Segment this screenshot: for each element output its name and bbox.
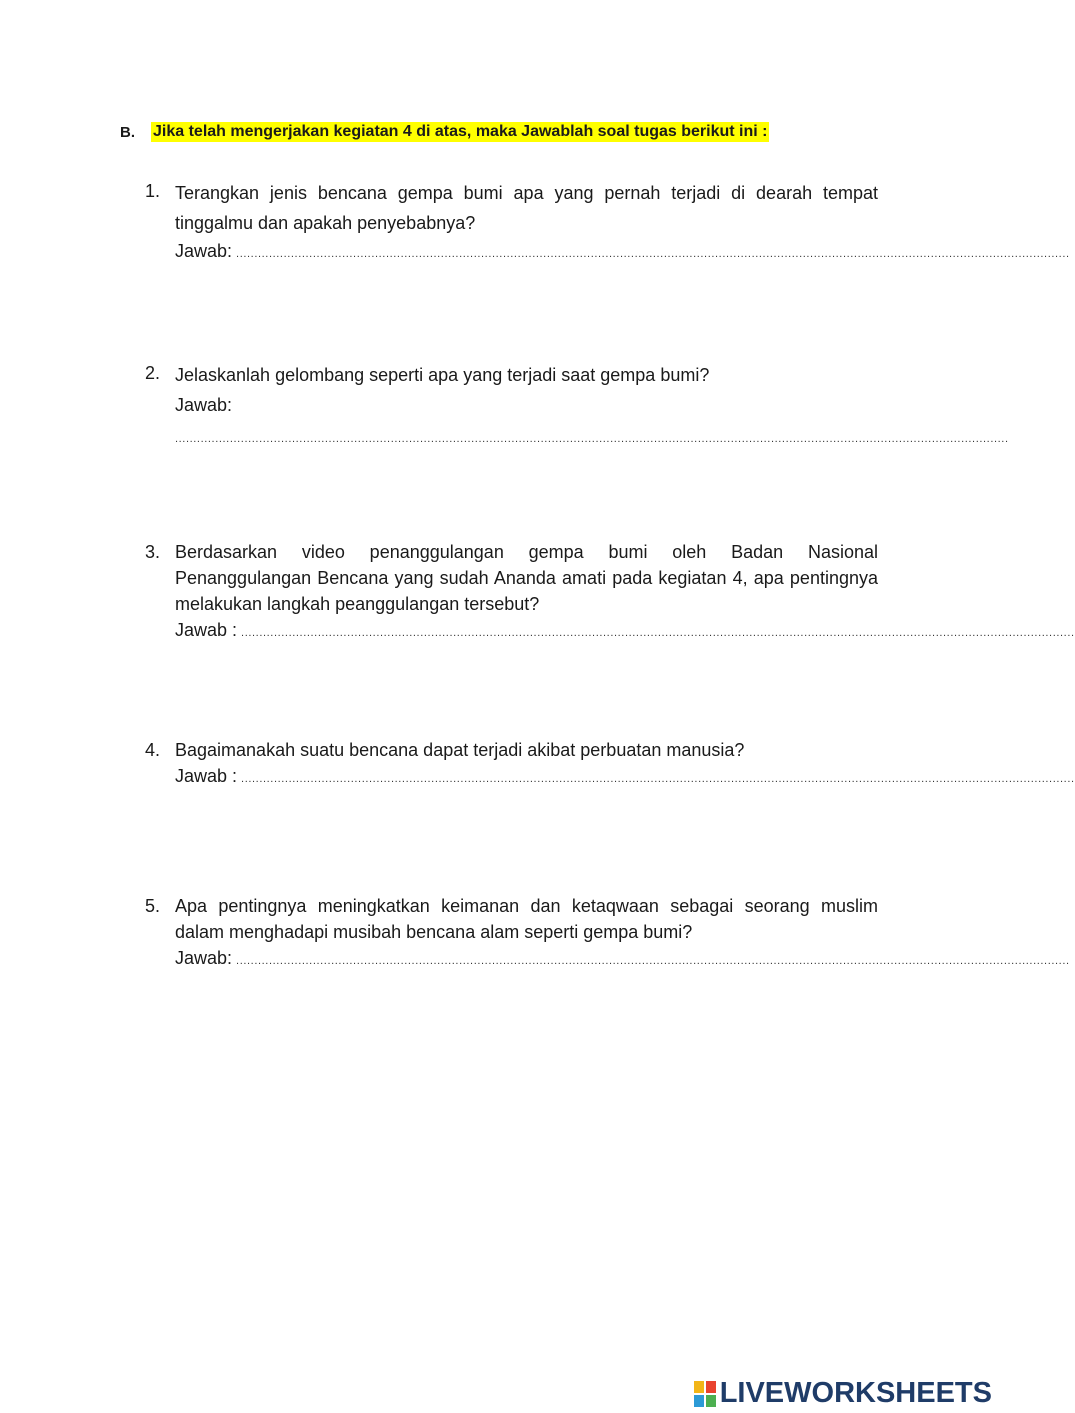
answer-label: Jawab: <box>175 948 233 968</box>
question-5 <box>145 893 1070 974</box>
question-2 <box>145 360 1009 452</box>
question-number: 5. <box>145 896 161 916</box>
answer-field-3[interactable] <box>175 617 1075 646</box>
question-text: Jelaskanlah gelombang seperti apa yang terjadi saat gempa bumi? <box>175 365 710 385</box>
question-number: 4. <box>145 740 161 760</box>
answer-label: Jawab : <box>175 620 238 640</box>
answer-label: Jawab: <box>175 241 233 261</box>
liveworksheets-brand <box>694 1377 992 1410</box>
answer-label: Jawab : <box>175 766 238 786</box>
answer-dots: .................................................................................................................................................................................................................................... <box>241 627 1075 639</box>
answer-field-4[interactable] <box>175 763 1075 792</box>
section-letter: B. <box>120 123 135 141</box>
answer-label: Jawab: <box>175 395 233 415</box>
answer-dots: .................................................................................................................................................................................................................................... <box>236 248 1070 260</box>
question-number: 1. <box>145 181 161 201</box>
liveworksheets-logo-icon <box>694 1381 716 1407</box>
answer-field-2[interactable]: .................................................................................................................................................................................................................................... <box>175 433 1009 445</box>
question-1 <box>145 178 1070 267</box>
section-heading <box>120 122 769 142</box>
answer-label-row-2 <box>175 390 878 420</box>
question-4 <box>145 737 1075 792</box>
answer-field-1[interactable] <box>175 238 1070 267</box>
question-text: Terangkan jenis bencana gempa bumi apa yang pernah terjadi di dearah tempat tinggalmu dan apakah penyebabnya? <box>175 183 878 233</box>
question-number: 2. <box>145 363 161 383</box>
answer-dots: .................................................................................................................................................................................................................................... <box>236 955 1070 967</box>
answer-field-5[interactable] <box>175 945 1070 974</box>
question-3 <box>145 539 1075 646</box>
question-text: Berdasarkan video penanggulangan gempa bumi oleh Badan Nasional Penanggulangan Bencana yang sudah Ananda amati pada kegiatan 4, apa pentingnya melakukan langkah peanggulangan tersebut? <box>175 542 878 614</box>
answer-dots: .................................................................................................................................................................................................................................... <box>241 773 1075 785</box>
brand-text: LIVEWORKSHEETS <box>719 1377 992 1409</box>
section-title: Jika telah mengerjakan kegiatan 4 di atas, maka Jawablah soal tugas berikut ini : <box>153 123 768 140</box>
question-text: Apa pentingnya meningkatkan keimanan dan ketaqwaan sebagai seorang muslim dalam menghadapi musibah bencana alam seperti gempa bumi? <box>175 896 878 942</box>
question-text: Bagaimanakah suatu bencana dapat terjadi akibat perbuatan manusia? <box>175 740 745 760</box>
question-number: 3. <box>145 542 161 562</box>
